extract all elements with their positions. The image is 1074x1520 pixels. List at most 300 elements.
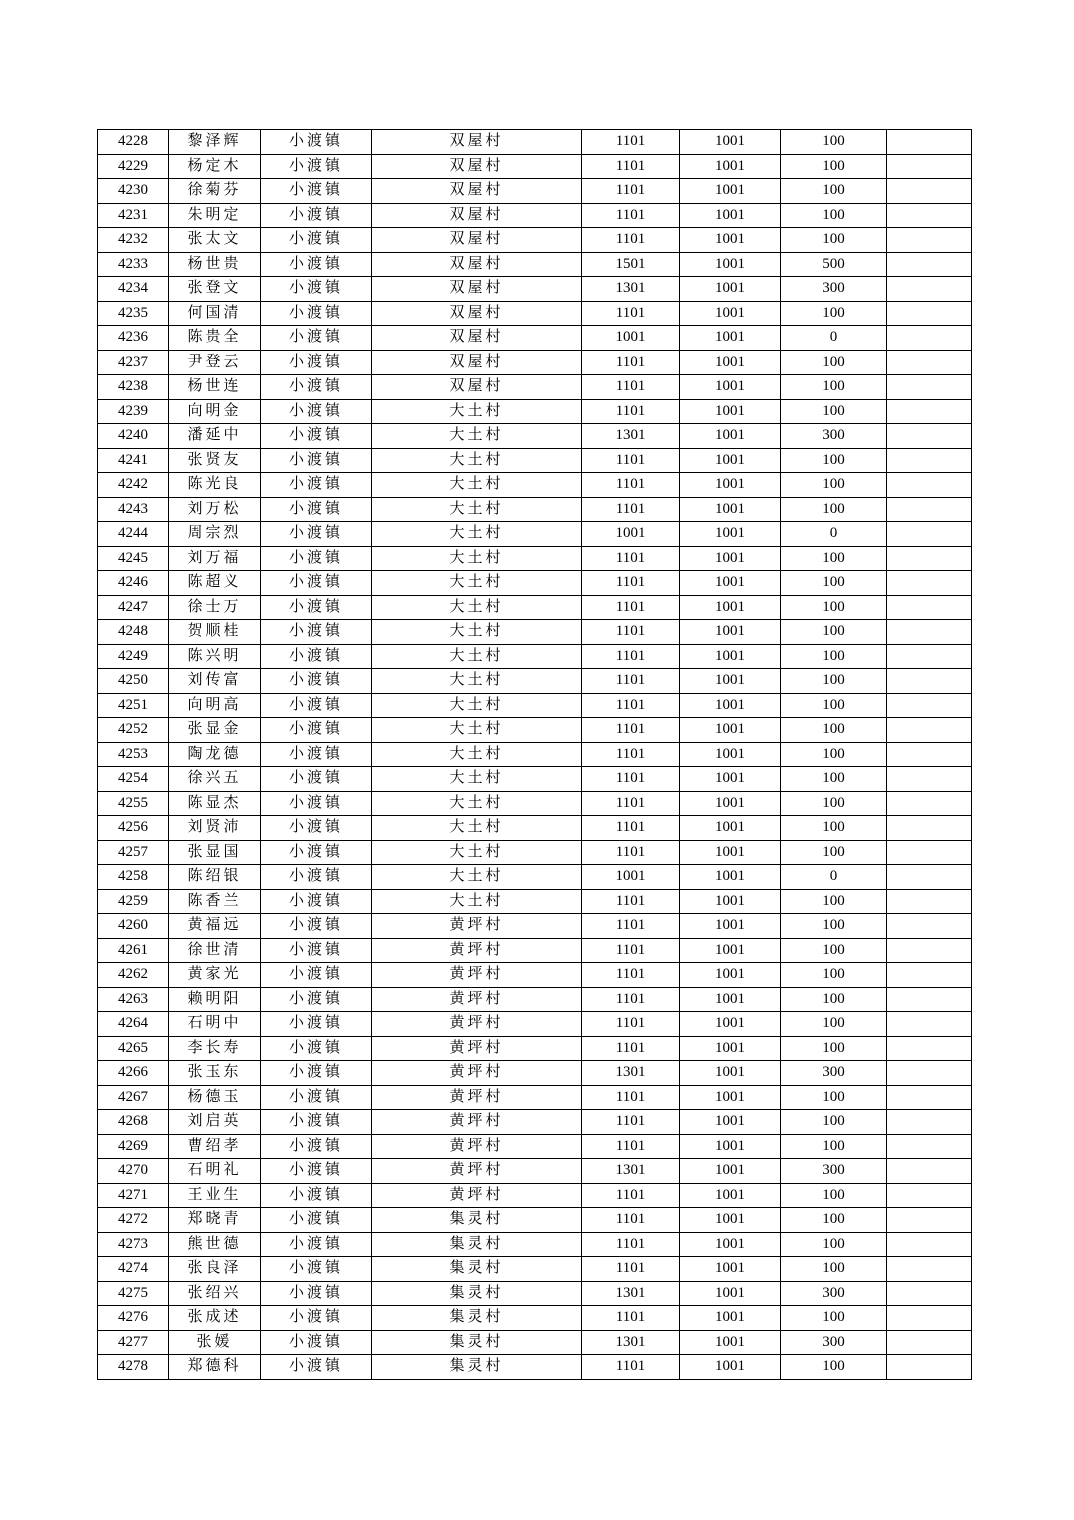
remark-cell [887,889,972,914]
town-cell: 小渡镇 [261,718,372,743]
person-name-cell: 张太文 [169,228,261,253]
village-cell: 大土村 [372,816,582,841]
table-row [98,277,972,302]
person-name-cell: 周宗烈 [169,522,261,547]
town-cell: 小渡镇 [261,1036,372,1061]
amount-cell: 100 [781,179,887,204]
code-a-cell: 1101 [582,644,680,669]
code-b-cell: 1001 [680,1257,781,1282]
row-number-cell: 4269 [98,1134,169,1159]
code-b-cell: 1001 [680,595,781,620]
table-row [98,1036,972,1061]
person-name-cell: 黄家光 [169,963,261,988]
code-a-cell: 1101 [582,914,680,939]
table-row [98,963,972,988]
town-cell: 小渡镇 [261,767,372,792]
person-name-cell: 熊世德 [169,1232,261,1257]
code-b-cell: 1001 [680,154,781,179]
code-b-cell: 1001 [680,1208,781,1233]
town-cell: 小渡镇 [261,1330,372,1355]
remark-cell [887,693,972,718]
person-name-cell: 刘传富 [169,669,261,694]
remark-cell [887,546,972,571]
code-a-cell: 1001 [582,865,680,890]
code-b-cell: 1001 [680,718,781,743]
table-row [98,767,972,792]
remark-cell [887,914,972,939]
person-name-cell: 王业生 [169,1183,261,1208]
row-number-cell: 4246 [98,571,169,596]
row-number-cell: 4229 [98,154,169,179]
amount-cell: 100 [781,154,887,179]
row-number-cell: 4239 [98,399,169,424]
person-name-cell: 郑德科 [169,1355,261,1380]
town-cell: 小渡镇 [261,252,372,277]
amount-cell: 100 [781,1232,887,1257]
row-number-cell: 4257 [98,840,169,865]
code-a-cell: 1101 [582,1183,680,1208]
code-b-cell: 1001 [680,252,781,277]
amount-cell: 100 [781,1183,887,1208]
code-a-cell: 1101 [582,203,680,228]
village-cell: 大土村 [372,644,582,669]
person-name-cell: 张成述 [169,1306,261,1331]
code-b-cell: 1001 [680,1306,781,1331]
village-cell: 大土村 [372,620,582,645]
code-b-cell: 1001 [680,326,781,351]
code-a-cell: 1101 [582,840,680,865]
person-name-cell: 张贤友 [169,448,261,473]
code-a-cell: 1101 [582,1232,680,1257]
table-row [98,1257,972,1282]
town-cell: 小渡镇 [261,791,372,816]
village-cell: 双屋村 [372,252,582,277]
table-row [98,252,972,277]
person-name-cell: 刘启英 [169,1110,261,1135]
row-number-cell: 4248 [98,620,169,645]
code-a-cell: 1101 [582,448,680,473]
person-name-cell: 杨德玉 [169,1085,261,1110]
remark-cell [887,350,972,375]
row-number-cell: 4245 [98,546,169,571]
town-cell: 小渡镇 [261,644,372,669]
remark-cell [887,1281,972,1306]
amount-cell: 100 [781,1355,887,1380]
village-cell: 黄坪村 [372,1183,582,1208]
table-row [98,1355,972,1380]
amount-cell: 100 [781,546,887,571]
town-cell: 小渡镇 [261,228,372,253]
table-row [98,350,972,375]
village-cell: 集灵村 [372,1208,582,1233]
town-cell: 小渡镇 [261,914,372,939]
remark-cell [887,1036,972,1061]
amount-cell: 100 [781,497,887,522]
town-cell: 小渡镇 [261,399,372,424]
row-number-cell: 4261 [98,938,169,963]
remark-cell [887,595,972,620]
remark-cell [887,448,972,473]
person-name-cell: 张媛 [169,1330,261,1355]
code-b-cell: 1001 [680,1330,781,1355]
village-cell: 集灵村 [372,1257,582,1282]
remark-cell [887,1110,972,1135]
person-name-cell: 尹登云 [169,350,261,375]
village-cell: 集灵村 [372,1306,582,1331]
table-row [98,1208,972,1233]
code-a-cell: 1101 [582,816,680,841]
remark-cell [887,1232,972,1257]
person-name-cell: 张显金 [169,718,261,743]
row-number-cell: 4258 [98,865,169,890]
code-b-cell: 1001 [680,620,781,645]
town-cell: 小渡镇 [261,424,372,449]
town-cell: 小渡镇 [261,1061,372,1086]
amount-cell: 300 [781,1061,887,1086]
person-name-cell: 陈超义 [169,571,261,596]
remark-cell [887,130,972,155]
town-cell: 小渡镇 [261,546,372,571]
code-a-cell: 1101 [582,1257,680,1282]
row-number-cell: 4265 [98,1036,169,1061]
code-b-cell: 1001 [680,546,781,571]
village-cell: 黄坪村 [372,1134,582,1159]
amount-cell: 100 [781,473,887,498]
row-number-cell: 4237 [98,350,169,375]
town-cell: 小渡镇 [261,742,372,767]
code-a-cell: 1001 [582,326,680,351]
person-name-cell: 陈显杰 [169,791,261,816]
code-b-cell: 1001 [680,1036,781,1061]
person-name-cell: 黄福远 [169,914,261,939]
person-name-cell: 张登文 [169,277,261,302]
table-row [98,179,972,204]
village-cell: 大土村 [372,742,582,767]
person-name-cell: 贺顺桂 [169,620,261,645]
town-cell: 小渡镇 [261,448,372,473]
amount-cell: 100 [781,1036,887,1061]
code-b-cell: 1001 [680,228,781,253]
table-row [98,595,972,620]
code-a-cell: 1101 [582,399,680,424]
code-b-cell: 1001 [680,1061,781,1086]
table-row [98,1330,972,1355]
town-cell: 小渡镇 [261,203,372,228]
village-cell: 大土村 [372,791,582,816]
town-cell: 小渡镇 [261,497,372,522]
amount-cell: 0 [781,326,887,351]
table-row [98,669,972,694]
person-name-cell: 陈光良 [169,473,261,498]
person-name-cell: 张显国 [169,840,261,865]
table-row [98,1183,972,1208]
amount-cell: 100 [781,1110,887,1135]
code-b-cell: 1001 [680,179,781,204]
table-row [98,130,972,155]
amount-cell: 100 [781,399,887,424]
village-cell: 黄坪村 [372,987,582,1012]
remark-cell [887,1330,972,1355]
code-b-cell: 1001 [680,693,781,718]
code-a-cell: 1101 [582,179,680,204]
town-cell: 小渡镇 [261,1085,372,1110]
code-b-cell: 1001 [680,791,781,816]
code-a-cell: 1101 [582,595,680,620]
code-a-cell: 1101 [582,963,680,988]
remark-cell [887,865,972,890]
row-number-cell: 4238 [98,375,169,400]
amount-cell: 100 [781,889,887,914]
code-a-cell: 1101 [582,1085,680,1110]
person-name-cell: 张绍兴 [169,1281,261,1306]
row-number-cell: 4235 [98,301,169,326]
remark-cell [887,1134,972,1159]
row-number-cell: 4275 [98,1281,169,1306]
row-number-cell: 4262 [98,963,169,988]
amount-cell: 100 [781,1134,887,1159]
town-cell: 小渡镇 [261,1159,372,1184]
amount-cell: 500 [781,252,887,277]
person-name-cell: 石明中 [169,1012,261,1037]
row-number-cell: 4241 [98,448,169,473]
village-cell: 集灵村 [372,1232,582,1257]
code-b-cell: 1001 [680,914,781,939]
town-cell: 小渡镇 [261,179,372,204]
village-cell: 双屋村 [372,228,582,253]
person-name-cell: 陈绍银 [169,865,261,890]
remark-cell [887,277,972,302]
town-cell: 小渡镇 [261,1306,372,1331]
person-name-cell: 徐世清 [169,938,261,963]
table-row [98,473,972,498]
amount-cell: 300 [781,1281,887,1306]
code-b-cell: 1001 [680,203,781,228]
village-cell: 大土村 [372,889,582,914]
code-a-cell: 1101 [582,938,680,963]
row-number-cell: 4256 [98,816,169,841]
row-number-cell: 4247 [98,595,169,620]
code-b-cell: 1001 [680,1355,781,1380]
amount-cell: 100 [781,987,887,1012]
code-a-cell: 1301 [582,1330,680,1355]
person-name-cell: 陈兴明 [169,644,261,669]
remark-cell [887,179,972,204]
table-row [98,522,972,547]
person-name-cell: 杨世连 [169,375,261,400]
village-cell: 大土村 [372,497,582,522]
amount-cell: 100 [781,693,887,718]
code-a-cell: 1101 [582,473,680,498]
person-name-cell: 郑晓青 [169,1208,261,1233]
person-name-cell: 杨定木 [169,154,261,179]
village-cell: 双屋村 [372,350,582,375]
person-name-cell: 朱明定 [169,203,261,228]
person-name-cell: 刘贤沛 [169,816,261,841]
person-name-cell: 向明高 [169,693,261,718]
village-cell: 双屋村 [372,179,582,204]
row-number-cell: 4233 [98,252,169,277]
village-cell: 大土村 [372,595,582,620]
person-name-cell: 李长寿 [169,1036,261,1061]
code-a-cell: 1101 [582,742,680,767]
amount-cell: 100 [781,938,887,963]
town-cell: 小渡镇 [261,938,372,963]
code-a-cell: 1101 [582,987,680,1012]
table-row [98,424,972,449]
village-cell: 大土村 [372,473,582,498]
table-row [98,203,972,228]
person-name-cell: 陶龙德 [169,742,261,767]
amount-cell: 100 [781,228,887,253]
amount-cell: 100 [781,301,887,326]
code-b-cell: 1001 [680,1085,781,1110]
town-cell: 小渡镇 [261,1012,372,1037]
amount-cell: 100 [781,1306,887,1331]
row-number-cell: 4236 [98,326,169,351]
remark-cell [887,718,972,743]
town-cell: 小渡镇 [261,130,372,155]
town-cell: 小渡镇 [261,1257,372,1282]
person-name-cell: 陈香兰 [169,889,261,914]
amount-cell: 300 [781,277,887,302]
amount-cell: 100 [781,1208,887,1233]
remark-cell [887,301,972,326]
table-row [98,571,972,596]
code-a-cell: 1101 [582,791,680,816]
amount-cell: 0 [781,522,887,547]
amount-cell: 100 [781,963,887,988]
town-cell: 小渡镇 [261,963,372,988]
remark-cell [887,375,972,400]
row-number-cell: 4277 [98,1330,169,1355]
village-cell: 集灵村 [372,1355,582,1380]
code-a-cell: 1101 [582,497,680,522]
amount-cell: 100 [781,1257,887,1282]
code-a-cell: 1101 [582,228,680,253]
code-a-cell: 1101 [582,767,680,792]
person-name-cell: 刘万松 [169,497,261,522]
code-b-cell: 1001 [680,1110,781,1135]
remark-cell [887,938,972,963]
row-number-cell: 4253 [98,742,169,767]
code-b-cell: 1001 [680,669,781,694]
remark-cell [887,1355,972,1380]
code-b-cell: 1001 [680,277,781,302]
amount-cell: 100 [781,448,887,473]
town-cell: 小渡镇 [261,816,372,841]
code-a-cell: 1501 [582,252,680,277]
town-cell: 小渡镇 [261,620,372,645]
remark-cell [887,742,972,767]
row-number-cell: 4230 [98,179,169,204]
code-b-cell: 1001 [680,448,781,473]
remark-cell [887,620,972,645]
code-a-cell: 1301 [582,1159,680,1184]
code-b-cell: 1001 [680,840,781,865]
village-cell: 双屋村 [372,154,582,179]
row-number-cell: 4228 [98,130,169,155]
table-row [98,1134,972,1159]
row-number-cell: 4278 [98,1355,169,1380]
code-a-cell: 1101 [582,620,680,645]
remark-cell [887,154,972,179]
village-cell: 大土村 [372,718,582,743]
table-row [98,840,972,865]
row-number-cell: 4272 [98,1208,169,1233]
amount-cell: 100 [781,742,887,767]
code-b-cell: 1001 [680,424,781,449]
table-row [98,326,972,351]
remark-cell [887,1257,972,1282]
village-cell: 大土村 [372,571,582,596]
person-name-cell: 曹绍孝 [169,1134,261,1159]
row-number-cell: 4274 [98,1257,169,1282]
row-number-cell: 4260 [98,914,169,939]
town-cell: 小渡镇 [261,840,372,865]
row-number-cell: 4251 [98,693,169,718]
row-number-cell: 4267 [98,1085,169,1110]
town-cell: 小渡镇 [261,277,372,302]
village-cell: 大土村 [372,399,582,424]
amount-cell: 300 [781,1330,887,1355]
amount-cell: 100 [781,767,887,792]
code-b-cell: 1001 [680,767,781,792]
table-row [98,742,972,767]
remark-cell [887,252,972,277]
remark-cell [887,1208,972,1233]
row-number-cell: 4231 [98,203,169,228]
village-cell: 双屋村 [372,277,582,302]
table-row [98,816,972,841]
code-a-cell: 1301 [582,424,680,449]
remark-cell [887,963,972,988]
village-cell: 大土村 [372,693,582,718]
code-a-cell: 1101 [582,693,680,718]
table-row [98,1281,972,1306]
village-cell: 黄坪村 [372,1061,582,1086]
code-b-cell: 1001 [680,1012,781,1037]
village-cell: 大土村 [372,448,582,473]
person-name-cell: 黎泽辉 [169,130,261,155]
table-row [98,1085,972,1110]
town-cell: 小渡镇 [261,1281,372,1306]
row-number-cell: 4232 [98,228,169,253]
code-a-cell: 1101 [582,350,680,375]
row-number-cell: 4264 [98,1012,169,1037]
row-number-cell: 4243 [98,497,169,522]
code-a-cell: 1101 [582,1208,680,1233]
code-b-cell: 1001 [680,301,781,326]
code-a-cell: 1101 [582,1036,680,1061]
person-name-cell: 何国清 [169,301,261,326]
person-name-cell: 徐士万 [169,595,261,620]
amount-cell: 100 [781,644,887,669]
town-cell: 小渡镇 [261,1183,372,1208]
village-cell: 双屋村 [372,203,582,228]
row-number-cell: 4244 [98,522,169,547]
code-a-cell: 1101 [582,1012,680,1037]
code-a-cell: 1001 [582,522,680,547]
code-a-cell: 1101 [582,1134,680,1159]
town-cell: 小渡镇 [261,595,372,620]
row-number-cell: 4268 [98,1110,169,1135]
remark-cell [887,1183,972,1208]
amount-cell: 100 [781,375,887,400]
table-row [98,865,972,890]
code-a-cell: 1101 [582,1306,680,1331]
row-number-cell: 4234 [98,277,169,302]
village-cell: 大土村 [372,522,582,547]
